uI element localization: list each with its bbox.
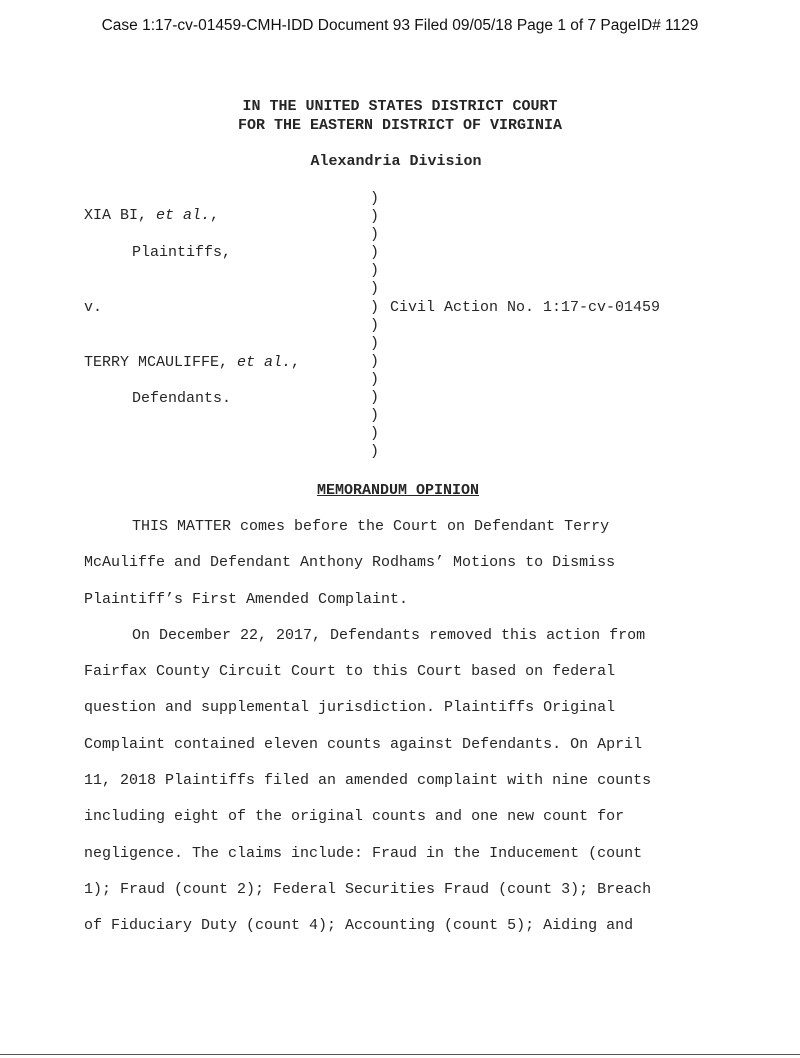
page-bottom-rule <box>0 1054 800 1055</box>
court-name-line-2: FOR THE EASTERN DISTRICT OF VIRGINIA <box>237 117 563 134</box>
caption-paren: ) <box>370 208 380 225</box>
court-division: Alexandria Division <box>310 153 482 170</box>
defendant-role: Defendants. <box>132 390 232 407</box>
defendant-et-al: et al. <box>237 354 292 371</box>
body-line: Fairfax County Circuit Court to this Court based on federal <box>84 663 616 680</box>
caption-paren: ) <box>370 280 380 297</box>
body-line: THIS MATTER comes before the Court on Defendant Terry <box>132 518 610 535</box>
plaintiff-name-suffix: , <box>210 207 220 224</box>
body-line: On December 22, 2017, Defendants removed this action from <box>132 627 646 644</box>
body-line: including eight of the original counts and one new count for <box>84 808 625 825</box>
caption-paren: ) <box>370 244 380 261</box>
document-title: MEMORANDUM OPINION <box>316 482 480 499</box>
body-line: Plaintiff’s First Amended Complaint. <box>84 591 409 608</box>
plaintiff-name <box>84 207 219 224</box>
body-line: Complaint contained eleven counts against Defendants. On April <box>84 736 643 753</box>
plaintiff-name-text: XIA BI, <box>84 207 157 224</box>
caption-paren: ) <box>370 425 380 442</box>
caption-paren: ) <box>370 262 380 279</box>
defendant-name <box>84 354 300 371</box>
caption-paren: ) <box>370 407 380 424</box>
caption-paren: ) <box>370 353 380 370</box>
plaintiff-et-al: et al. <box>156 207 211 224</box>
body-line: negligence. The claims include: Fraud in the Inducement (count <box>84 845 643 862</box>
plaintiff-role: Plaintiffs, <box>132 244 232 261</box>
caption-paren: ) <box>370 335 380 352</box>
caption-paren: ) <box>370 443 380 460</box>
body-line: 1); Fraud (count 2); Federal Securities Fraud (count 3); Breach <box>84 881 652 898</box>
body-line: McAuliffe and Defendant Anthony Rodhams’ Motions to Dismiss <box>84 554 616 571</box>
defendant-name-text: TERRY MCAULIFFE, <box>84 354 238 371</box>
body-line: 11, 2018 Plaintiffs filed an amended complaint with nine counts <box>84 772 652 789</box>
body-line: question and supplemental jurisdiction. Plaintiffs Original <box>84 699 616 716</box>
caption-paren: ) <box>370 389 380 406</box>
caption-paren: ) <box>370 190 380 207</box>
body-line: of Fiduciary Duty (count 4); Accounting (count 5); Aiding and <box>84 917 634 934</box>
caption-paren: ) <box>370 299 380 316</box>
case-header-stamp: Case 1:17-cv-01459-CMH-IDD Document 93 Filed 09/05/18 Page 1 of 7 PageID# 1129 <box>101 17 699 34</box>
defendant-name-suffix: , <box>291 354 301 371</box>
civil-action-number: Civil Action No. 1:17-cv-01459 <box>390 299 661 316</box>
caption-paren: ) <box>370 371 380 388</box>
caption-paren: ) <box>370 226 380 243</box>
versus-label: v. <box>84 299 103 316</box>
caption-paren: ) <box>370 317 380 334</box>
court-name-line-1: IN THE UNITED STATES DISTRICT COURT <box>242 98 558 115</box>
